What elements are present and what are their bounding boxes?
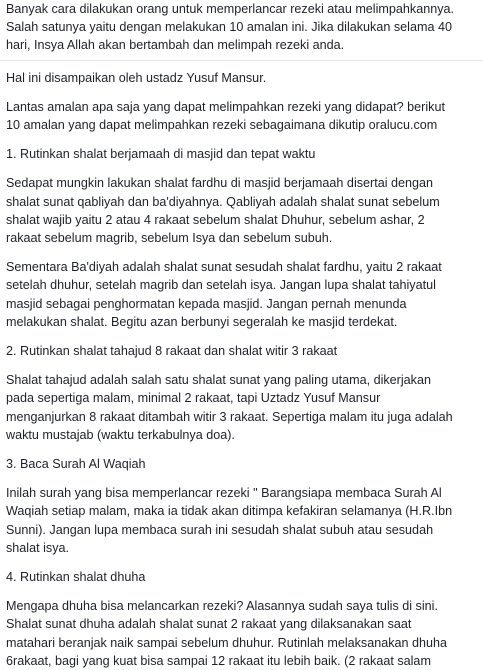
section-3 bbox=[6, 455, 480, 557]
section-paragraph bbox=[6, 258, 480, 331]
text-line: hari, Insya Allah akan bertambah dan melimpah rezeki anda. bbox=[6, 38, 345, 53]
text-line: menganjurkan 8 rakaat ditambah witir 3 rakaat. Sepertiga malam itu juga adalah bbox=[6, 409, 453, 424]
text-line: pada sepertiga malam, minimal 2 rakaat, tapi Uztadz Yusuf Mansur bbox=[6, 391, 381, 406]
text-line: matahari beranjak naik sampai sebelum dhuhur. Rutinlah melaksanakan dhuha bbox=[6, 635, 448, 650]
text-line: masjid sebagai penghormatan kepada masjid. Jangan pernah menunda bbox=[6, 296, 407, 311]
text-line: Sunni). Jangan lupa membaca surah ini sesudah shalat subuh atau sesudah bbox=[6, 522, 434, 537]
text-line: Waqiah setiap malam, maka ia tidak akan ditimpa kefakiran selamanya (H.R.Ibn bbox=[6, 504, 453, 519]
source-note-paragraph bbox=[6, 69, 480, 87]
intro-paragraph bbox=[6, 0, 480, 55]
text-line: Lantas amalan apa saja yang dapat melimpahkan rezeki yang didapat? berikut bbox=[6, 99, 445, 114]
text-line: Shalat sunat dhuha adalah shalat sunat 2 rakaat yang dilaksanakan saat bbox=[6, 617, 412, 632]
section-heading: 4. Rutinkan shalat dhuha bbox=[6, 570, 146, 585]
text-line: 6rakaat, bagi yang kuat bisa sampai 12 rakaat itu lebih baik. (2 rakaat salam bbox=[6, 653, 431, 668]
text-line: waktu mustajab (waktu terkabulnya doa). bbox=[6, 427, 235, 442]
text-line: setelah dhuhur, setelah magrib dan setelah isya. Jangan lupa shalat tahiyatul bbox=[6, 278, 436, 293]
section-4 bbox=[6, 568, 480, 670]
text-line: 10 amalan yang dapat melimpahkan rezeki sebagaimana dikutip oralucu.com bbox=[6, 118, 438, 133]
text-line: shalat wajib yaitu 2 atau 4 rakaat sebelum shalat Dhuhur, sebelum ashar, 2 bbox=[6, 212, 425, 227]
text-line: Banyak cara dilakukan orang untuk memperlancar rezeki atau melimpahkannya. bbox=[6, 2, 455, 16]
section-paragraph bbox=[6, 484, 480, 557]
text-line: Mengapa dhuha bisa melancarkan rezeki? Alasannya sudah saya tulis di sini. bbox=[6, 599, 438, 614]
text-line: Inilah surah yang bisa memperlancar rezeki " Barangsiapa membaca Surah Al bbox=[6, 486, 442, 501]
section-paragraph bbox=[6, 174, 480, 247]
question-paragraph bbox=[6, 98, 480, 134]
text-line: Salah satunya yaitu dengan melakukan 10 amalan ini. Jika dilakukan selama 40 bbox=[6, 20, 452, 35]
section-1 bbox=[6, 145, 480, 331]
text-line: rakaat sebelum magrib, sebelum Isya dan sebelum subuh. bbox=[6, 231, 333, 246]
section-heading: 1. Rutinkan shalat berjamaah di masjid dan tepat waktu bbox=[6, 147, 316, 162]
text-line: melakukan shalat. Begitu azan berbunyi segeralah ke masjid terdekat. bbox=[6, 314, 398, 329]
section-paragraph bbox=[6, 371, 480, 444]
section-2 bbox=[6, 342, 480, 444]
text-line: Sedapat mungkin lakukan shalat fardhu di masjid berjamaah disertai dengan bbox=[6, 176, 434, 191]
section-paragraph bbox=[6, 597, 480, 670]
text-line: Sementara Ba'diyah adalah shalat sunat sesudah shalat fardhu, yaitu 2 rakaat bbox=[6, 260, 442, 275]
section-heading: 2. Rutinkan shalat tahajud 8 rakaat dan shalat witir 3 rakaat bbox=[6, 344, 338, 359]
text-line: shalat sunat qabliyah dan ba'diyahnya. Qabliyah adalah shalat sunat sebelum bbox=[6, 194, 440, 209]
article-body bbox=[6, 0, 480, 670]
text-line: shalat isya. bbox=[6, 540, 69, 555]
paragraph-divider bbox=[0, 60, 483, 61]
section-heading: 3. Baca Surah Al Waqiah bbox=[6, 457, 146, 472]
text-line: Shalat tahajud adalah salah satu shalat sunat yang paling utama, dikerjakan bbox=[6, 373, 431, 388]
text-line: Hal ini disampaikan oleh ustadz Yusuf Mansur. bbox=[6, 70, 267, 85]
